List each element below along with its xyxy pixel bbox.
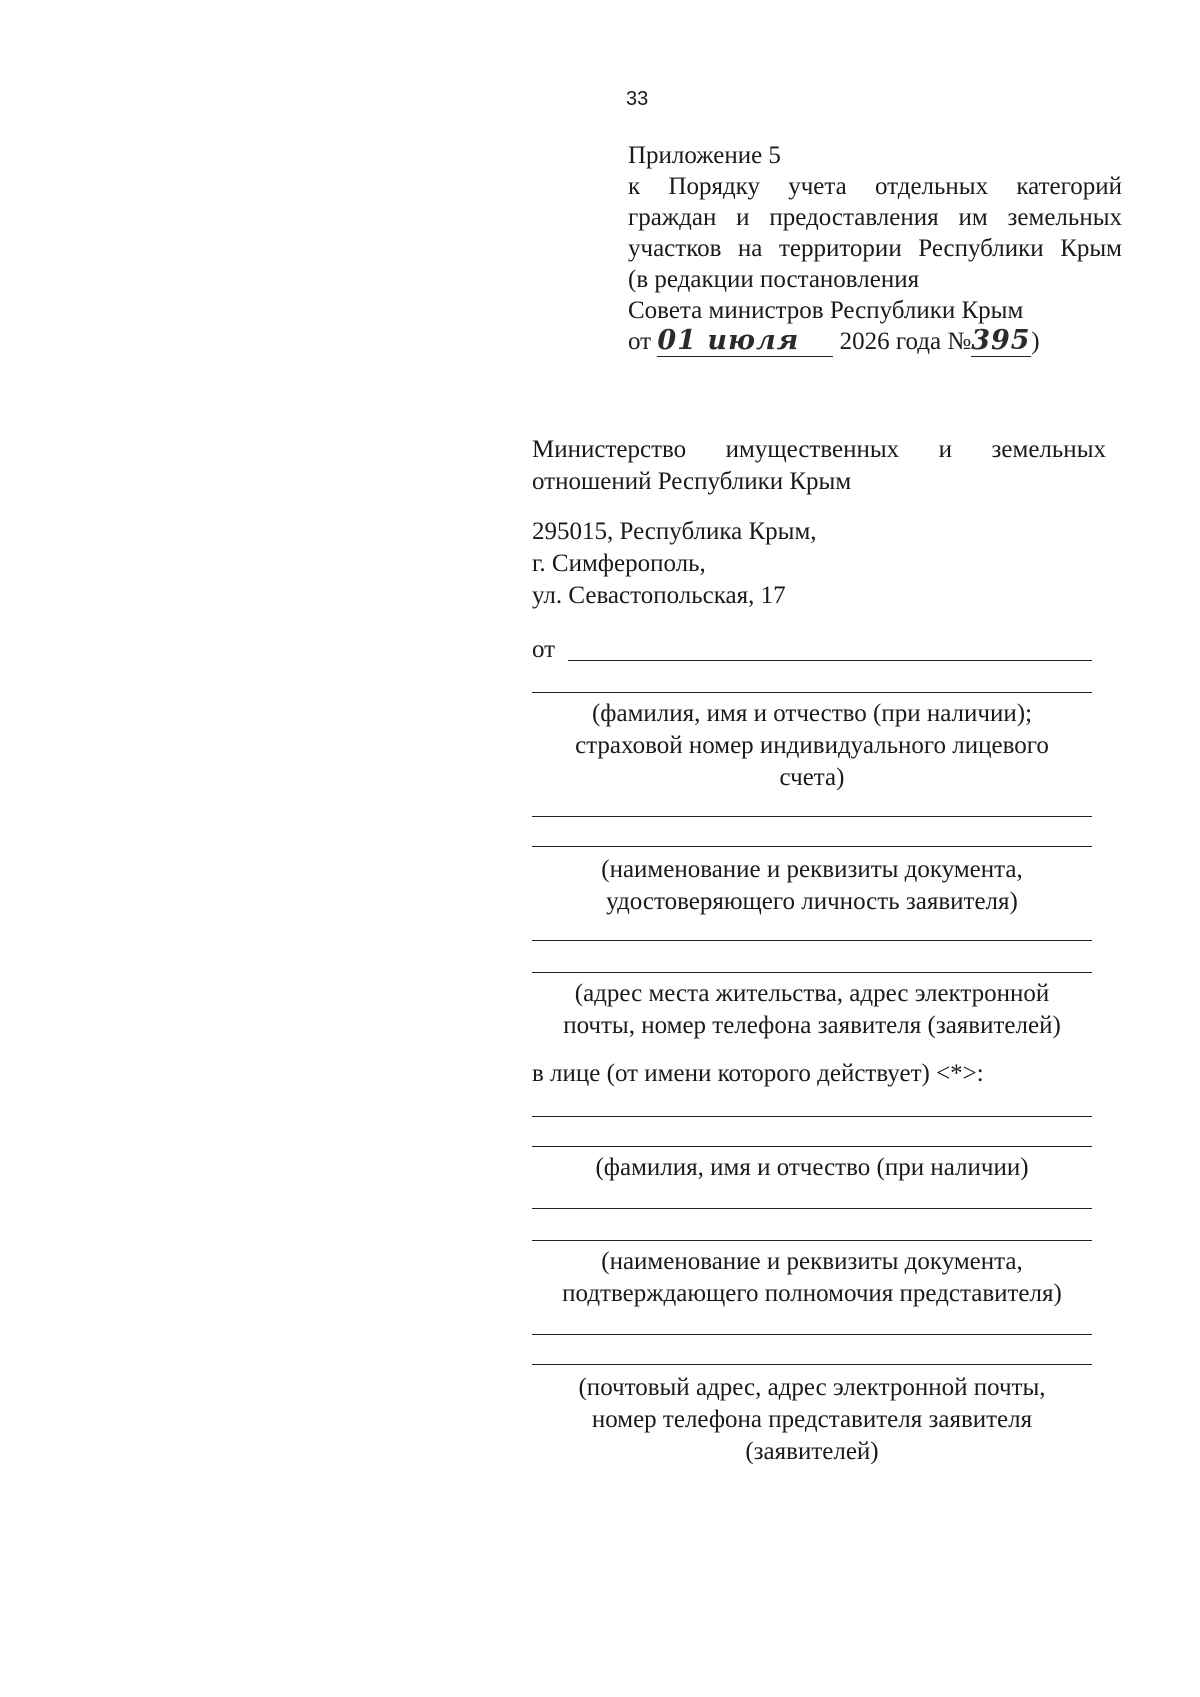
page-number: 33	[626, 88, 649, 110]
recipient-address	[532, 516, 1106, 612]
rep-address-field-2[interactable]	[532, 1364, 1092, 1365]
applicant-name-field-2[interactable]	[532, 692, 1092, 693]
from-label: от	[532, 636, 556, 663]
applicant-name-field-1[interactable]	[568, 660, 1092, 661]
applicant-doc-field-1[interactable]	[532, 816, 1092, 817]
rep-doc-field-2[interactable]	[532, 1240, 1092, 1241]
caption-line: почты, номер телефона заявителя (заявителей)	[563, 1012, 1061, 1039]
addr-line-3: ул. Севастопольская, 17	[532, 582, 786, 609]
caption-line: счета)	[779, 764, 845, 791]
addr-line-1: 295015, Республика Крым,	[532, 518, 817, 545]
caption-line: страховой номер индивидуального лицевого	[575, 732, 1049, 759]
recipient-organization	[532, 434, 1106, 498]
caption-applicant-address	[532, 978, 1092, 1042]
caption-line: номер телефона представителя заявителя	[591, 1406, 1033, 1433]
caption-rep-address	[532, 1372, 1092, 1468]
appendix-line-5: Совета министров Республики Крым	[628, 297, 1024, 324]
org-line-2: отношений Республики Крым	[532, 468, 852, 495]
appendix-line-1: к Порядку учета отдельных категорий	[628, 173, 1122, 200]
caption-applicant-doc	[532, 854, 1092, 918]
caption-line: (наименование и реквизиты документа,	[601, 856, 1023, 883]
caption-line: (фамилия, имя и отчество (при наличии);	[591, 700, 1033, 727]
applicant-address-field-2[interactable]	[532, 972, 1092, 973]
date-prefix: от	[628, 328, 652, 355]
caption-line: (наименование и реквизиты документа,	[601, 1248, 1023, 1275]
rep-doc-field-1[interactable]	[532, 1208, 1092, 1209]
addr-line-2: г. Симферополь,	[532, 550, 706, 577]
behalf-label: в лице (от имени которого действует) <*>:	[532, 1060, 984, 1087]
rep-address-field-1[interactable]	[532, 1334, 1092, 1335]
caption-rep-name	[532, 1152, 1092, 1184]
date-blank	[657, 327, 833, 357]
applicant-doc-field-2[interactable]	[532, 846, 1092, 847]
org-line-1: Министерство имущественных и земельных	[532, 436, 1106, 463]
applicant-address-field-1[interactable]	[532, 940, 1092, 941]
year-text: 2026 года №	[839, 328, 972, 355]
rep-name-field-2[interactable]	[532, 1146, 1092, 1147]
close-paren: )	[1031, 328, 1040, 355]
appendix-line-4: (в редакции постановления	[628, 266, 920, 293]
appendix-line-2: граждан и предоставления им земельных	[628, 204, 1122, 231]
caption-line: (почтовый адрес, адрес электронной почты,	[578, 1374, 1046, 1401]
caption-rep-doc	[532, 1246, 1092, 1310]
caption-applicant-name	[532, 698, 1092, 794]
handwritten-date: 01 июля	[657, 325, 800, 356]
appendix-line-3: участков на территории Республики Крым	[628, 235, 1122, 262]
caption-line: удостоверяющего личность заявителя)	[606, 888, 1018, 915]
caption-line: подтверждающего полномочия представителя)	[562, 1280, 1062, 1307]
handwritten-number: 395	[971, 325, 1031, 356]
number-blank	[971, 327, 1031, 357]
rep-name-field-1[interactable]	[532, 1116, 1092, 1117]
appendix-title: Приложение 5	[628, 142, 781, 169]
caption-line: (фамилия, имя и отчество (при наличии)	[595, 1154, 1029, 1181]
appendix-date-line	[628, 326, 1122, 357]
appendix-header	[628, 140, 1122, 357]
caption-line: (заявителей)	[745, 1438, 879, 1465]
caption-line: (адрес места жительства, адрес электронной	[574, 980, 1050, 1007]
